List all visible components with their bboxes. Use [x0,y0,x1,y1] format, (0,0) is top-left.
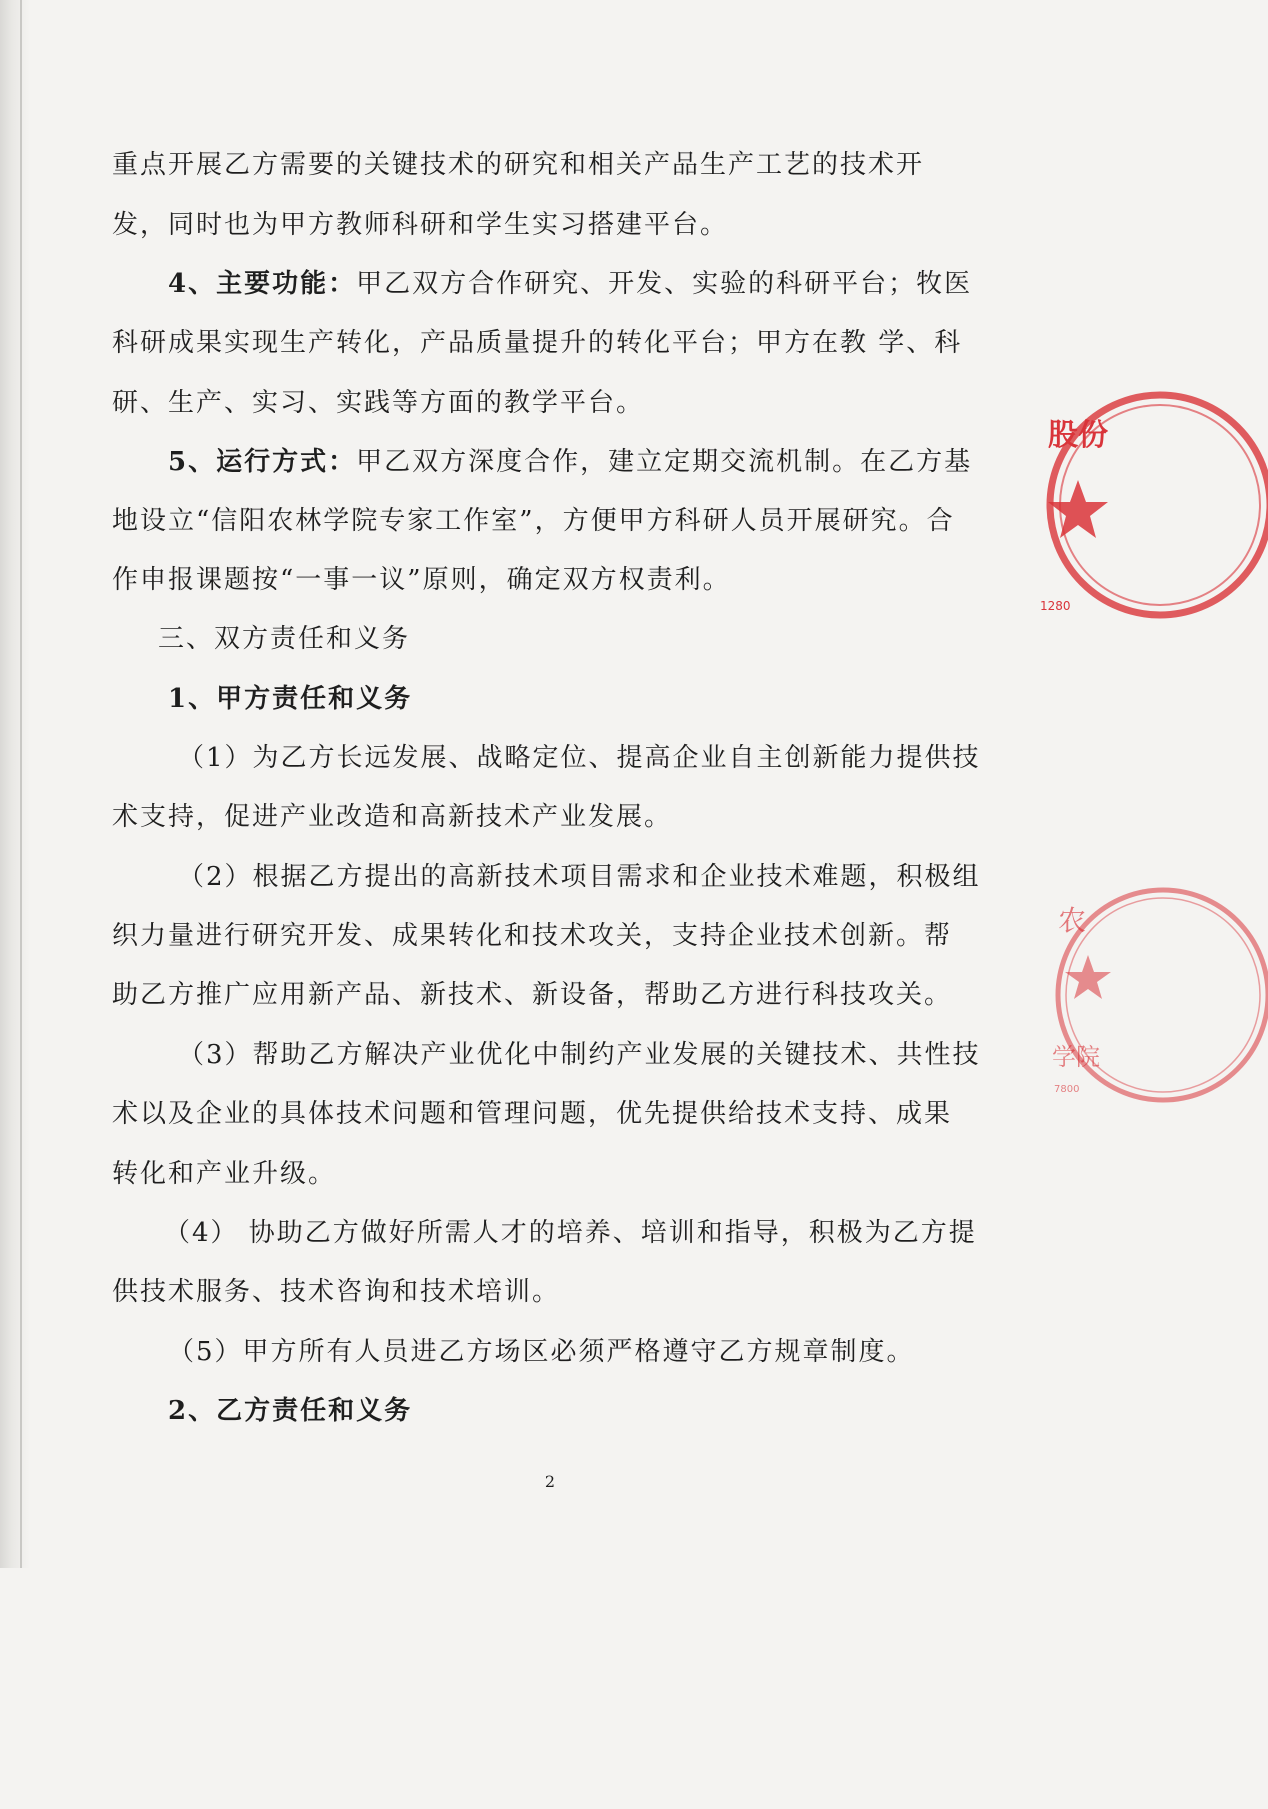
binding-edge [0,0,30,1568]
school-seal-text: 农 [1058,904,1087,937]
text-line-2: 发，同时也为甲方教师科研和学生实习搭建平台。 [112,210,729,240]
company-seal-code: 1280 [1040,599,1071,613]
text-line-7: 地设立“信阳农林学院专家工作室”，方便甲方科研人员开展研究。合 [112,506,955,536]
section-item-5-heading: 5、运行方式： [168,447,357,477]
clause-2-line-3: 助乙方推广应用新产品、新技术、新设备，帮助乙方进行科技攻关。 [112,980,953,1010]
section-item-4 [168,264,978,304]
clause-3-line-3: 转化和产业升级。 [112,1159,337,1189]
text-line-1: 重点开展乙方需要的关键技术的研究和相关产品生产工艺的技术开 [112,150,925,180]
clause-2-line-1: （2）根据乙方提出的高新技术项目需求和企业技术难题，积极组 [178,862,981,892]
clause-3-line-2: 术以及企业的具体技术问题和管理问题，优先提供给技术支持、成果 [112,1099,953,1129]
school-seal-code: 7800 [1054,1084,1080,1095]
clause-4-line-1: （4） 协助乙方做好所需人才的培养、培训和指导，积极为乙方提 [164,1218,977,1248]
section-item-5-text: 甲乙双方深度合作，建立定期交流机制。在乙方基 [356,447,973,477]
school-seal-text-2: 学院 [1052,1043,1100,1071]
clause-4-line-2: 供技术服务、技术咨询和技术培训。 [112,1277,561,1307]
company-seal [1030,380,1108,630]
section-heading-3: 三、双方责任和义务 [158,624,411,654]
clause-5-line-1: （5）甲方所有人员进乙方场区必须严格遵守乙方规章制度。 [168,1337,915,1367]
clause-1-line-1: （1）为乙方长远发展、战略定位、提高企业自主创新能力提供技 [178,743,981,773]
section-item-4-heading: 4、主要功能： [168,269,357,299]
binding-line [20,0,22,1568]
text-line-5: 研、生产、实习、实践等方面的教学平台。 [112,388,645,418]
subsection-heading-1: 1、甲方责任和义务 [168,684,413,714]
clause-1-line-2: 术支持，促进产业改造和高新技术产业发展。 [112,802,673,832]
school-seal [1048,880,1100,1110]
company-seal-text: 股份 [1048,418,1108,453]
page-number: 2 [544,1472,556,1491]
text-line-8: 作申报课题按“一事一议”原则，确定双方权责利。 [112,565,731,595]
subsection-heading-2: 2、乙方责任和义务 [168,1396,413,1426]
section-item-4-text: 甲乙双方合作研究、开发、实验的科研平台；牧医 [356,269,973,299]
clause-3-line-1: （3）帮助乙方解决产业优化中制约产业发展的关键技术、共性技 [178,1040,981,1070]
clause-2-line-2: 织力量进行研究开发、成果转化和技术攻关，支持企业技术创新。帮 [112,921,953,951]
section-item-5 [168,442,978,482]
text-line-4: 科研成果实现生产转化，产品质量提升的转化平台；甲方在教 学、科 [112,328,963,358]
